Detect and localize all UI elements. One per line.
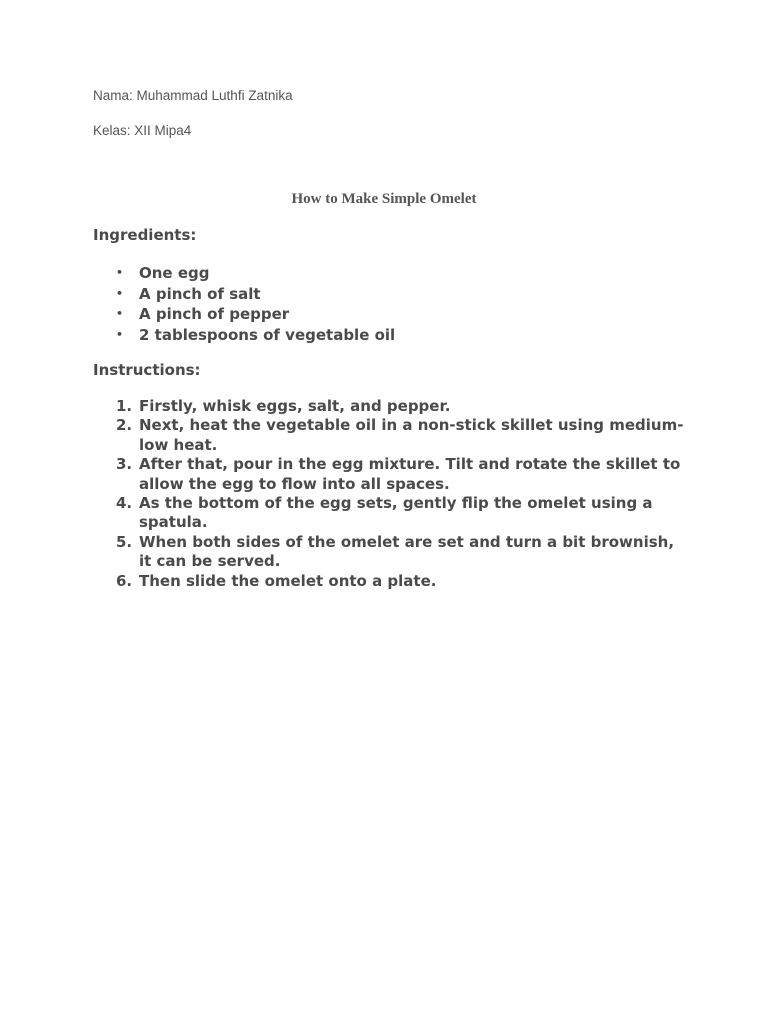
ingredients-heading: Ingredients:	[93, 226, 197, 244]
step-text: Next, heat the vegetable oil in a non-stick skillet using medium-low heat.	[139, 416, 684, 454]
step-text: After that, pour in the egg mixture. Tilt and rotate the skillet to allow the egg to flow into all spaces.	[139, 455, 681, 493]
instructions-heading: Instructions:	[93, 361, 201, 379]
instruction-step	[110, 397, 690, 416]
step-text: As the bottom of the egg sets, gently flip the omelet using a spatula.	[139, 494, 653, 532]
step-number: 2.	[116, 416, 133, 435]
instruction-step	[110, 455, 690, 494]
step-number: 4.	[116, 494, 133, 513]
step-number: 5.	[116, 532, 133, 551]
step-number: 6.	[116, 571, 133, 590]
bullet-icon: •	[116, 266, 124, 279]
step-text: Firstly, whisk eggs, salt, and pepper.	[139, 397, 451, 415]
bullet-icon: •	[116, 307, 124, 320]
instruction-step	[110, 533, 690, 572]
bullet-icon: •	[116, 286, 124, 300]
step-number: 1.	[116, 397, 133, 415]
instruction-step	[110, 572, 690, 591]
step-text: When both sides of the omelet are set and turn a bit brownish, it can be served.	[139, 532, 675, 571]
recipe-title: How to Make Simple Omelet	[291, 191, 477, 207]
ingredient-text: One egg	[139, 264, 210, 282]
student-name: Nama: Muhammad Luthfi Zatnika	[93, 88, 293, 103]
instruction-step	[110, 416, 690, 455]
instruction-step	[110, 494, 690, 533]
ingredient-text: 2 tablespoons of vegetable oil	[139, 325, 396, 344]
student-class: Kelas: XII Mipa4	[93, 123, 192, 138]
step-text: Then slide the omelet onto a plate.	[139, 571, 437, 590]
instructions-list	[110, 397, 690, 591]
ingredient-text: A pinch of pepper	[139, 305, 290, 323]
ingredient-text: A pinch of salt	[139, 284, 261, 303]
bullet-icon: •	[116, 327, 124, 341]
step-number: 3.	[116, 455, 133, 474]
